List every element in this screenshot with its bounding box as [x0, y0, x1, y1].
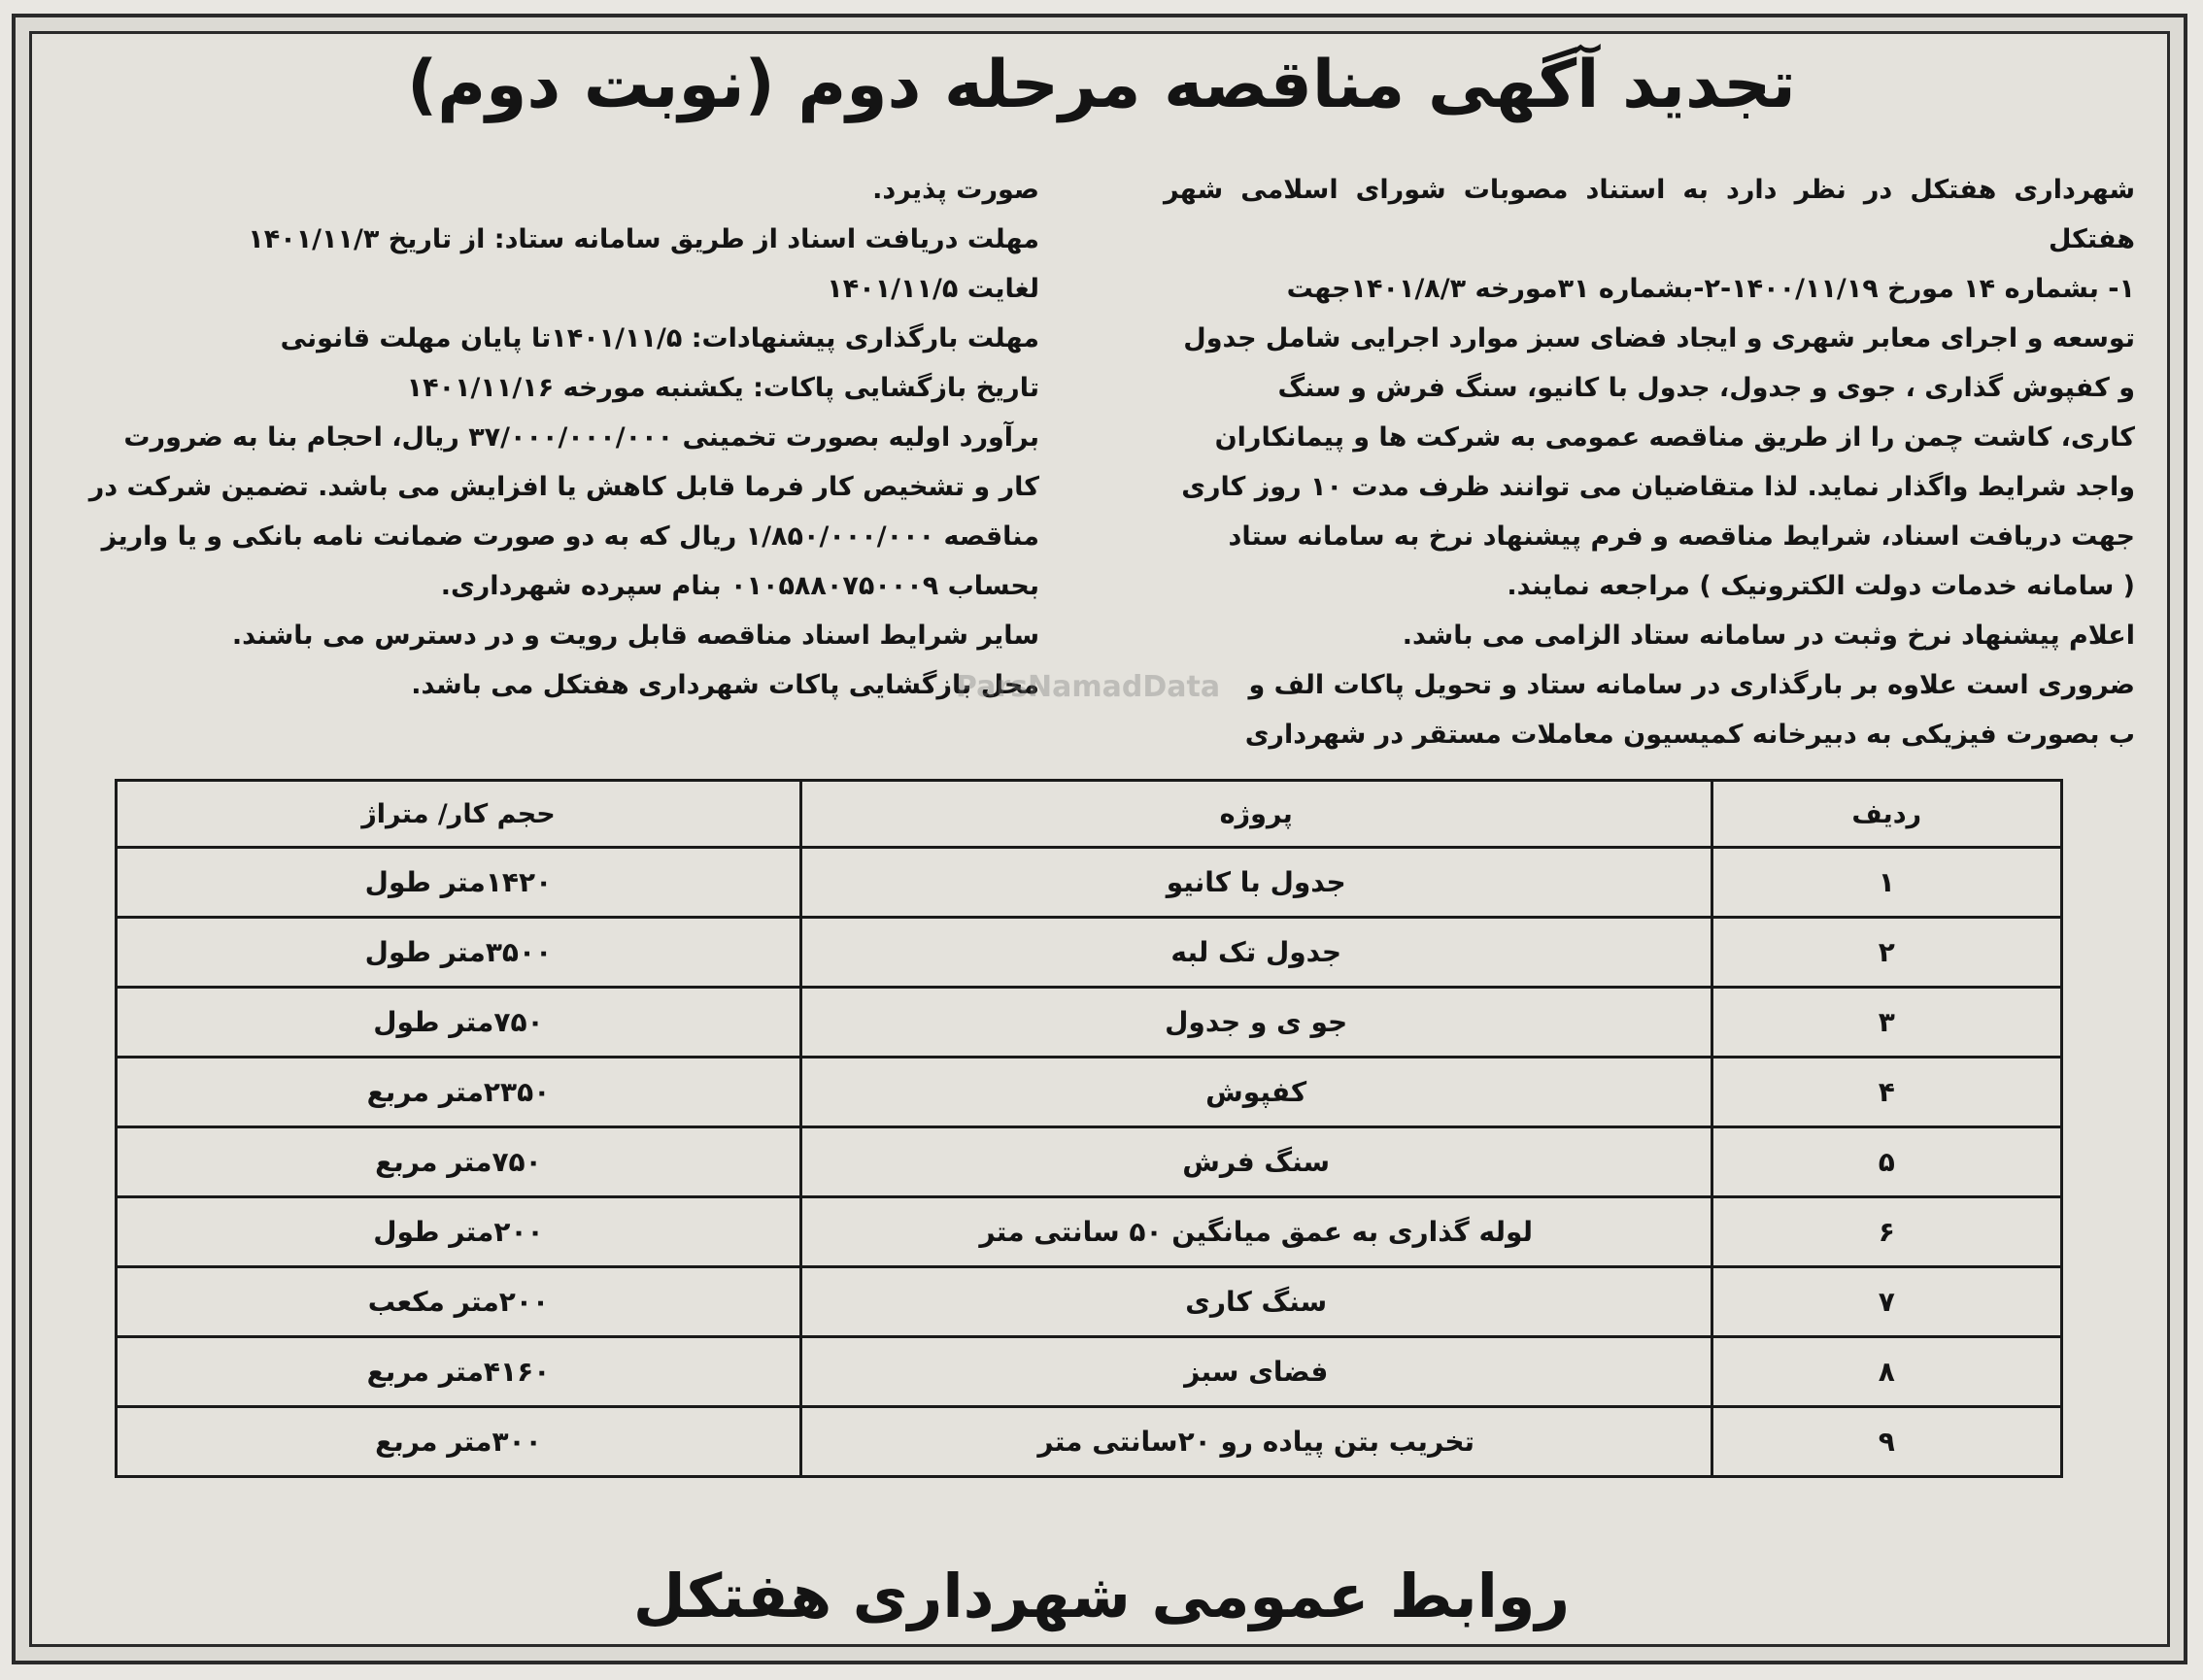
cell-project: سنگ فرش	[800, 1127, 1712, 1197]
table-row	[117, 848, 2062, 918]
header-project: پروژه	[800, 781, 1712, 848]
left-line: تاریخ بازگشایی پاکات: یکشنبه مورخه ۱۴۰۱/۱۱/۱۶	[406, 373, 1039, 403]
right-line: ب بصورت فیزیکی به دبیرخانه کمیسیون معاملات مستقر در شهرداری	[1244, 720, 2135, 750]
cell-project: سنگ کاری	[800, 1267, 1712, 1337]
table-row	[117, 1407, 2062, 1477]
left-line: صورت پذیرد.	[872, 175, 1039, 205]
cell-radif: ۴	[1712, 1058, 2061, 1127]
notice-body	[68, 165, 2135, 748]
header-volume: حجم کار/ متراژ	[117, 781, 801, 848]
notice-title: تجدید آگهی مناقصه مرحله دوم (نوبت دوم)	[407, 47, 1796, 123]
cell-radif: ۲	[1712, 918, 2061, 988]
cell-radif: ۷	[1712, 1267, 2061, 1337]
cell-volume: ۴۱۶۰متر مربع	[117, 1337, 801, 1407]
right-line: کاری، کاشت چمن را از طریق مناقصه عمومی به شرکت ها و پیمانکاران	[1214, 422, 2135, 453]
cell-project: فضای سبز	[800, 1337, 1712, 1407]
left-line: مناقصه ۱/۸۵۰/۰۰۰/۰۰۰ ریال که به دو صورت ضمانت نامه بانکی و یا واریز	[101, 521, 1039, 552]
cell-volume: ۷۵۰متر مربع	[117, 1127, 801, 1197]
right-line: ضروری است علاوه بر بارگذاری در سامانه ستاد و تحویل پاکات الف و	[1248, 670, 2135, 700]
cell-volume: ۳۵۰۰متر طول	[117, 918, 801, 988]
work-table	[115, 779, 2063, 1478]
table-row	[117, 1058, 2062, 1127]
cell-radif: ۶	[1712, 1197, 2061, 1267]
right-line: شهرداری هفتکل در نظر دارد به استناد مصوبات شورای اسلامی شهر هفتکل	[1164, 175, 2135, 254]
right-line: جهت دریافت اسناد، شرایط مناقصه و فرم پیشنهاد نرخ به سامانه ستاد	[1228, 521, 2135, 552]
cell-project: کفپوش	[800, 1058, 1712, 1127]
cell-radif: ۱	[1712, 848, 2061, 918]
cell-volume: ۷۵۰متر طول	[117, 988, 801, 1058]
cell-volume: ۲۳۵۰متر مربع	[117, 1058, 801, 1127]
cell-volume: ۲۰۰متر طول	[117, 1197, 801, 1267]
table-row	[117, 1197, 2062, 1267]
cell-radif: ۹	[1712, 1407, 2061, 1477]
right-line: و کفپوش گذاری ، جوی و جدول، جدول با کانیو، سنگ فرش و سنگ	[1277, 373, 2135, 403]
table-row	[117, 1337, 2062, 1407]
left-column	[68, 165, 1039, 710]
cell-volume: ۳۰۰متر مربع	[117, 1407, 801, 1477]
right-line: اعلام پیشنهاد نرخ وثبت در سامانه ستاد الزامی می باشد.	[1402, 621, 2135, 651]
footer-signature: روابط عمومی شهرداری هفتکل	[632, 1561, 1571, 1631]
cell-radif: ۵	[1712, 1127, 2061, 1197]
cell-radif: ۳	[1712, 988, 2061, 1058]
cell-volume: ۱۴۲۰متر طول	[117, 848, 801, 918]
left-line: کار و تشخیص کار فرما قابل کاهش یا افزایش می باشد. تضمین شرکت در	[88, 472, 1039, 502]
left-line: بحساب ۰۱۰۵۸۸۰۷۵۰۰۰۹ بنام سپرده شهرداری.	[440, 571, 1039, 601]
cell-project: جدول تک لبه	[800, 918, 1712, 988]
cell-project: لوله گذاری به عمق میانگین ۵۰ سانتی متر	[800, 1197, 1712, 1267]
table-row	[117, 918, 2062, 988]
right-line: واجد شرایط واگذار نماید. لذا متقاضیان می توانند ظرف مدت ۱۰ روز کاری	[1181, 472, 2135, 502]
table-header-row	[117, 781, 2062, 848]
table-row	[117, 988, 2062, 1058]
right-line: توسعه و اجرای معابر شهری و ایجاد فضای سبز موارد اجرایی شامل جدول	[1183, 323, 2135, 353]
watermark-text: ParsNamadData	[955, 670, 1221, 704]
left-line: مهلت دریافت اسناد از طریق سامانه ستاد: از تاریخ ۱۴۰۱/۱۱/۳	[248, 224, 1039, 254]
cell-volume: ۲۰۰متر مکعب	[117, 1267, 801, 1337]
cell-project: تخریب بتن پیاده رو ۲۰سانتی متر	[800, 1407, 1712, 1477]
cell-project: جو ی و جدول	[800, 988, 1712, 1058]
cell-project: جدول با کانیو	[800, 848, 1712, 918]
left-line: محل بازگشایی پاکات شهرداری هفتکل می باشد.	[411, 670, 1039, 700]
cell-radif: ۸	[1712, 1337, 2061, 1407]
table-row	[117, 1127, 2062, 1197]
left-line: سایر شرایط اسناد مناقصه قابل رویت و در دسترس می باشند.	[231, 621, 1039, 651]
left-line: لغایت ۱۴۰۱/۱۱/۵	[827, 274, 1039, 304]
left-line: مهلت بارگذاری پیشنهادات: ۱۴۰۱/۱۱/۵تا پایان مهلت قانونی	[280, 323, 1039, 353]
header-radif: ردیف	[1712, 781, 2061, 848]
right-column	[1164, 165, 2135, 759]
left-line: برآورد اولیه بصورت تخمینی ۳۷/۰۰۰/۰۰۰/۰۰۰ ریال، احجام بنا به ضرورت	[123, 422, 1039, 453]
table-row	[117, 1267, 2062, 1337]
right-line: ( سامانه خدمات دولت الکترونیک ) مراجعه نمایند.	[1507, 571, 2135, 601]
right-line: ۱- بشماره ۱۴ مورخ ۱۴۰۰/۱۱/۱۹-۲-بشماره ۳۱مورخه ۱۴۰۱/۸/۳جهت	[1286, 274, 2135, 304]
